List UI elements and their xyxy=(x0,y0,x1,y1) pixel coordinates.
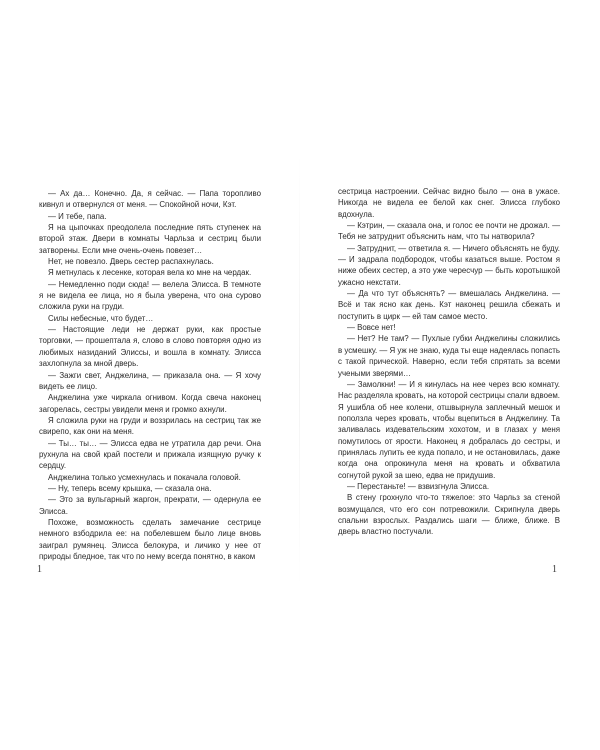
paragraph: — Нет? Не там? — Пухлые губки Анджелины сложились в усмешку. — Я уж не знаю, куда ты еще надеялась попасть с такой прической. Наверно, если тебя спрятать за всеми учеными зверями… xyxy=(338,334,560,378)
paragraph: — Немедленно поди сюда! — велела Элисса. В темноте я не видела ее лица, но я была уверена, что она сурово сложила руки на груди. xyxy=(39,279,261,312)
paragraph: сестрица настроении. Сейчас видно было — она в ужасе. Никогда не видела ее белой как снег. Элисса глубоко вдохнула. xyxy=(338,187,560,219)
paragraph: — Замолкни! — И я кинулась на нее через всю комнату. Нас разделяла кровать, на которой сестрицы спали вдвоем. Я ушибла об нее колени, отшвырнула заплечный мешок и поползла через кровать, чтобы вцепиться в Анджелину. Та заливалась издевательским хохотом, и в глазах у меня помутилось от ярости. Наконец я добралась до сестры, и принялась лупить ее куда попало, и не остановилась, даже когда она опрокинула меня на кровать и обхватила согнутой рукой за шею, едва не придушив. xyxy=(338,379,560,480)
paragraph: — Кэтрин, — сказала она, и голос ее почти не дрожал. — Тебя не затруднит объяснить нам, что ты натворила? xyxy=(338,221,560,242)
paragraph: В стену грохнуло что-то тяжелое: это Чарльз за стеной возмущался, что его сон потревожили. Скрипнула дверь спальни взрослых. Раздались шаги — ближе, ближе. В дверь властно постучали. xyxy=(338,493,560,537)
paragraph: — Зажги свет, Анджелина, — приказала она. — Я хочу видеть ее лицо. xyxy=(39,370,261,391)
paragraph: Силы небесные, что будет… xyxy=(48,313,154,323)
paragraph: — Вовсе нет! xyxy=(347,323,396,333)
paragraph: — Ах да… Конечно. Да, я сейчас. — Папа торопливо кивнул и отвернулся от меня. — Спокойной ночи, Кэт. xyxy=(39,189,261,210)
paragraph: Похоже, возможность сделать замечание сестрице немного взбодрила ее: на побелевшем было лице вновь заиграл румянец. Элисса белокура, и личико у нее от природы бледное, так что по нему всегда понятно, в каком xyxy=(39,517,261,561)
left-page-number: 1 xyxy=(37,564,42,575)
paragraph: — Да что тут объяснять? — вмешалась Анджелина. — Всё и так ясно как день. Кэт наконец решила сбежать и поступить в цирк — ей там самое место. xyxy=(338,289,560,321)
paragraph: Анджелина уже чиркала огнивом. Когда свеча наконец загорелась, сестры увидели меня и громко ахнули. xyxy=(39,393,261,414)
paragraph: — Ну, теперь всему крышка, — сказала она. xyxy=(48,483,212,493)
right-page-number: 1 xyxy=(552,564,557,575)
paragraph: Анджелина только усмехнулась и покачала головой. xyxy=(48,472,241,482)
paragraph: Я метнулась к лесенке, которая вела ко мне на чердак. xyxy=(48,268,252,278)
paragraph: Нет, не повезло. Дверь сестер распахнулась. xyxy=(48,257,214,267)
paragraph: — Ты… ты… — Элисса едва не утратила дар речи. Она рухнула на свой край постели и прижала изящную ручку к сердцу. xyxy=(39,438,261,471)
paragraph: — Настоящие леди не держат руки, как простые торговки, — прошептала я, слово в слово повторяя одно из любимых назиданий Элиссы, и вошла в комнату. Элисса захлопнула за мной дверь. xyxy=(39,325,261,369)
paragraph: — Затруднит, — ответила я. — Ничего объяснять не буду. — И задрала подбородок, чтобы казаться выше. Ростом я ниже обеих сестер, а это уже чересчур — быть коротышкой ужасно некстати. xyxy=(338,243,560,287)
left-page-text xyxy=(39,188,261,562)
paragraph: Я сложила руки на груди и воззрилась на сестриц так же свирепо, как они на меня. xyxy=(39,415,261,437)
paragraph: — И тебе, папа. xyxy=(48,211,107,221)
paragraph: Я на цыпочках преодолела последние пять ступенек на второй этаж. Двери в комнаты Чарльза и сестриц были затворены. Если мне очень-очень повезет… xyxy=(39,223,261,255)
right-page-text xyxy=(338,186,560,538)
paragraph: — Это за вульгарный жаргон, прекрати, — одернула ее Элисса. xyxy=(39,495,261,516)
paragraph: — Перестаньте! — взвизгнула Элисса. xyxy=(347,481,490,491)
page-gutter xyxy=(299,150,300,590)
